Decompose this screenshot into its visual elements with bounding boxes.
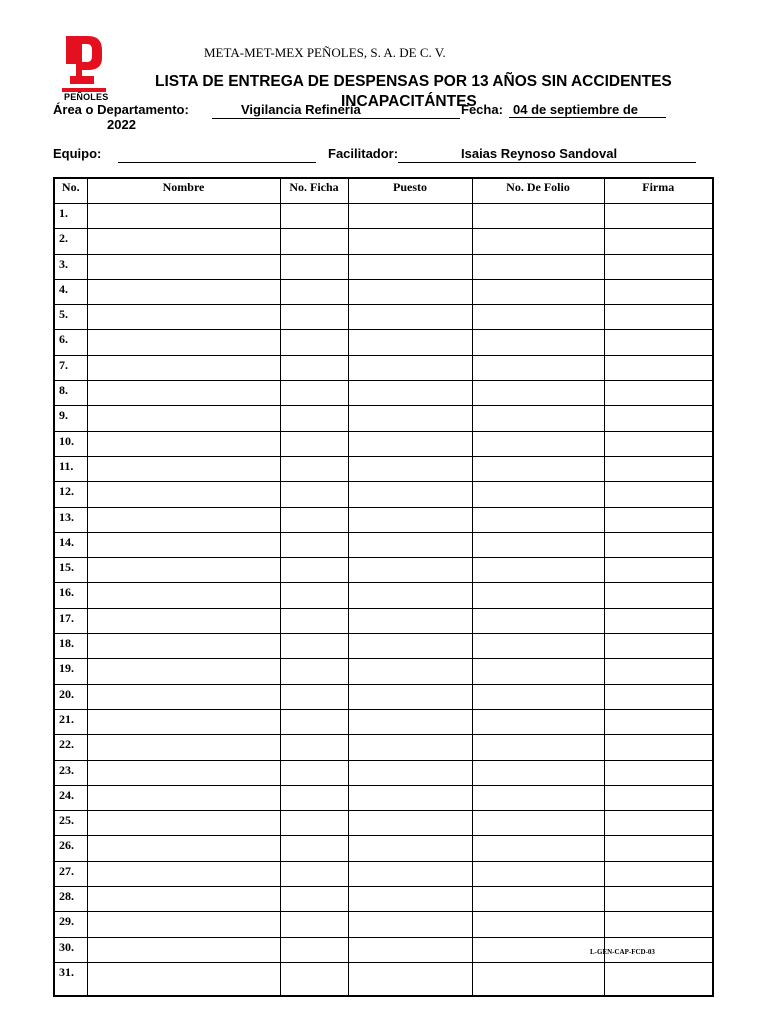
cell-nombre[interactable]: [87, 583, 280, 608]
cell-folio[interactable]: [472, 962, 604, 996]
cell-firma[interactable]: [604, 735, 713, 760]
cell-ficha[interactable]: [280, 887, 348, 912]
cell-ficha[interactable]: [280, 634, 348, 659]
cell-ficha[interactable]: [280, 456, 348, 481]
cell-ficha[interactable]: [280, 406, 348, 431]
cell-puesto[interactable]: [348, 279, 472, 304]
cell-puesto[interactable]: [348, 204, 472, 229]
table-row: [54, 962, 713, 996]
cell-ficha[interactable]: [280, 811, 348, 836]
cell-ficha[interactable]: [280, 912, 348, 937]
cell-folio[interactable]: [472, 937, 604, 962]
cell-nombre[interactable]: [87, 558, 280, 583]
cell-ficha[interactable]: [280, 861, 348, 886]
cell-ficha[interactable]: [280, 558, 348, 583]
cell-firma[interactable]: [604, 254, 713, 279]
cell-ficha[interactable]: [280, 962, 348, 996]
cell-folio[interactable]: [472, 811, 604, 836]
row-number: 16.: [54, 583, 87, 608]
cell-folio[interactable]: [472, 634, 604, 659]
cell-ficha[interactable]: [280, 735, 348, 760]
cell-ficha[interactable]: [280, 482, 348, 507]
cell-firma[interactable]: [604, 532, 713, 557]
company-name: META-MET-MEX PEÑOLES, S. A. DE C. V.: [204, 45, 446, 60]
cell-puesto[interactable]: [348, 962, 472, 996]
row-number: 13.: [54, 507, 87, 532]
cell-nombre[interactable]: [87, 836, 280, 861]
table-header-row: [54, 178, 713, 204]
cell-nombre[interactable]: [87, 634, 280, 659]
cell-folio[interactable]: [472, 912, 604, 937]
cell-firma[interactable]: [604, 659, 713, 684]
cell-folio[interactable]: [472, 254, 604, 279]
cell-nombre[interactable]: [87, 709, 280, 734]
cell-firma[interactable]: [604, 836, 713, 861]
cell-puesto[interactable]: [348, 887, 472, 912]
table-body: [54, 204, 713, 996]
document-title-continued: INCAPACITÁNTES: [341, 93, 477, 110]
cell-firma[interactable]: [604, 431, 713, 456]
row-number: 24.: [54, 785, 87, 810]
logo-text: PEÑOLES: [64, 92, 109, 102]
table-row: [54, 760, 713, 785]
cell-ficha[interactable]: [280, 254, 348, 279]
cell-nombre[interactable]: [87, 204, 280, 229]
cell-firma[interactable]: [604, 558, 713, 583]
cell-firma[interactable]: [604, 785, 713, 810]
cell-folio[interactable]: [472, 507, 604, 532]
row-number: 11.: [54, 456, 87, 481]
cell-firma[interactable]: [604, 709, 713, 734]
cell-nombre[interactable]: [87, 937, 280, 962]
cell-firma[interactable]: [604, 608, 713, 633]
cell-firma[interactable]: [604, 305, 713, 330]
cell-firma[interactable]: [604, 634, 713, 659]
penoles-logo-icon: [60, 36, 108, 100]
header-puesto: Puesto: [348, 178, 472, 204]
cell-puesto[interactable]: [348, 456, 472, 481]
cell-ficha[interactable]: [280, 532, 348, 557]
area-label: Área o Departamento:: [53, 102, 189, 117]
table-row: [54, 811, 713, 836]
cell-folio[interactable]: [472, 887, 604, 912]
cell-puesto[interactable]: [348, 507, 472, 532]
cell-folio[interactable]: [472, 229, 604, 254]
cell-puesto[interactable]: [348, 735, 472, 760]
cell-ficha[interactable]: [280, 204, 348, 229]
cell-puesto[interactable]: [348, 558, 472, 583]
cell-nombre[interactable]: [87, 406, 280, 431]
facilitador-underline: [398, 162, 696, 163]
cell-firma[interactable]: [604, 760, 713, 785]
cell-puesto[interactable]: [348, 608, 472, 633]
cell-folio[interactable]: [472, 406, 604, 431]
row-number: 26.: [54, 836, 87, 861]
table-row: [54, 355, 713, 380]
cell-nombre[interactable]: [87, 456, 280, 481]
table-row: [54, 456, 713, 481]
cell-folio[interactable]: [472, 760, 604, 785]
row-number: 25.: [54, 811, 87, 836]
row-number: 14.: [54, 532, 87, 557]
table-row: [54, 634, 713, 659]
table-row: [54, 305, 713, 330]
table-row: [54, 381, 713, 406]
table-row: [54, 912, 713, 937]
cell-folio[interactable]: [472, 861, 604, 886]
cell-firma[interactable]: [604, 507, 713, 532]
cell-puesto[interactable]: [348, 532, 472, 557]
cell-firma[interactable]: [604, 811, 713, 836]
row-number: 20.: [54, 684, 87, 709]
cell-nombre[interactable]: [87, 381, 280, 406]
table-row: [54, 279, 713, 304]
cell-firma[interactable]: [604, 887, 713, 912]
cell-folio[interactable]: [472, 381, 604, 406]
cell-folio[interactable]: [472, 330, 604, 355]
header-nombre: Nombre: [87, 178, 280, 204]
cell-nombre[interactable]: [87, 912, 280, 937]
cell-ficha[interactable]: [280, 836, 348, 861]
cell-nombre[interactable]: [87, 229, 280, 254]
cell-puesto[interactable]: [348, 912, 472, 937]
cell-folio[interactable]: [472, 836, 604, 861]
row-number: 19.: [54, 659, 87, 684]
cell-firma[interactable]: [604, 204, 713, 229]
cell-nombre[interactable]: [87, 608, 280, 633]
table-row: [54, 836, 713, 861]
cell-nombre[interactable]: [87, 507, 280, 532]
cell-puesto[interactable]: [348, 709, 472, 734]
cell-firma[interactable]: [604, 406, 713, 431]
cell-nombre[interactable]: [87, 431, 280, 456]
cell-folio[interactable]: [472, 735, 604, 760]
cell-ficha[interactable]: [280, 381, 348, 406]
table-row: [54, 659, 713, 684]
equipo-field[interactable]: [118, 162, 316, 163]
cell-folio[interactable]: [472, 355, 604, 380]
table-row: [54, 532, 713, 557]
cell-folio[interactable]: [472, 684, 604, 709]
cell-nombre[interactable]: [87, 305, 280, 330]
cell-folio[interactable]: [472, 583, 604, 608]
cell-nombre[interactable]: [87, 735, 280, 760]
cell-ficha[interactable]: [280, 760, 348, 785]
row-number: 2.: [54, 229, 87, 254]
area-underline: [212, 118, 460, 119]
cell-puesto[interactable]: [348, 659, 472, 684]
cell-ficha[interactable]: [280, 229, 348, 254]
table-row: [54, 330, 713, 355]
cell-ficha[interactable]: [280, 583, 348, 608]
delivery-list-table: [53, 177, 714, 997]
cell-ficha[interactable]: [280, 937, 348, 962]
row-number: 21.: [54, 709, 87, 734]
table-row: [54, 583, 713, 608]
cell-puesto[interactable]: [348, 937, 472, 962]
cell-firma[interactable]: [604, 482, 713, 507]
header-no: No.: [54, 178, 87, 204]
table-row: [54, 254, 713, 279]
cell-firma[interactable]: [604, 861, 713, 886]
row-number: 6.: [54, 330, 87, 355]
equipo-label: Equipo:: [53, 146, 102, 161]
cell-firma[interactable]: [604, 229, 713, 254]
row-number: 5.: [54, 305, 87, 330]
row-number: 17.: [54, 608, 87, 633]
header-firma: Firma: [604, 178, 713, 204]
cell-puesto[interactable]: [348, 785, 472, 810]
cell-firma[interactable]: [604, 330, 713, 355]
row-number: 18.: [54, 634, 87, 659]
cell-nombre[interactable]: [87, 254, 280, 279]
cell-nombre[interactable]: [87, 659, 280, 684]
fecha-field[interactable]: 04 de septiembre de: [513, 102, 638, 117]
cell-ficha[interactable]: [280, 659, 348, 684]
cell-nombre[interactable]: [87, 962, 280, 996]
table-row: [54, 507, 713, 532]
cell-firma[interactable]: [604, 962, 713, 996]
row-number: 9.: [54, 406, 87, 431]
fecha-year: 2022: [107, 117, 136, 132]
cell-folio[interactable]: [472, 204, 604, 229]
header-ficha: No. Ficha: [280, 178, 348, 204]
cell-folio[interactable]: [472, 431, 604, 456]
logo-shape: [66, 36, 102, 84]
table-row: [54, 431, 713, 456]
facilitador-label: Facilitador:: [328, 146, 399, 161]
table-row: [54, 204, 713, 229]
row-number: 1.: [54, 204, 87, 229]
cell-ficha[interactable]: [280, 507, 348, 532]
cell-folio[interactable]: [472, 279, 604, 304]
cell-ficha[interactable]: [280, 431, 348, 456]
cell-puesto[interactable]: [348, 305, 472, 330]
row-number: 3.: [54, 254, 87, 279]
document-title: LISTA DE ENTREGA DE DESPENSAS POR 13 AÑOS SIN ACCIDENTES: [155, 73, 672, 90]
cell-nombre[interactable]: [87, 330, 280, 355]
cell-nombre[interactable]: [87, 887, 280, 912]
cell-ficha[interactable]: [280, 330, 348, 355]
table-row: [54, 406, 713, 431]
cell-ficha[interactable]: [280, 305, 348, 330]
cell-puesto[interactable]: [348, 811, 472, 836]
cell-nombre[interactable]: [87, 861, 280, 886]
header-folio: No. De Folio: [472, 178, 604, 204]
row-number: 4.: [54, 279, 87, 304]
cell-nombre[interactable]: [87, 482, 280, 507]
table-row: [54, 608, 713, 633]
table-row: [54, 785, 713, 810]
row-number: 31.: [54, 962, 87, 996]
row-number: 23.: [54, 760, 87, 785]
table-row: [54, 709, 713, 734]
table-row: [54, 558, 713, 583]
cell-puesto[interactable]: [348, 684, 472, 709]
fecha-underline: [509, 117, 666, 118]
cell-nombre[interactable]: [87, 760, 280, 785]
cell-firma[interactable]: [604, 355, 713, 380]
cell-nombre[interactable]: [87, 811, 280, 836]
cell-ficha[interactable]: [280, 608, 348, 633]
cell-puesto[interactable]: [348, 861, 472, 886]
cell-ficha[interactable]: [280, 684, 348, 709]
cell-puesto[interactable]: [348, 482, 472, 507]
cell-folio[interactable]: [472, 558, 604, 583]
row-number: 28.: [54, 887, 87, 912]
cell-folio[interactable]: [472, 532, 604, 557]
cell-puesto[interactable]: [348, 381, 472, 406]
cell-firma[interactable]: [604, 456, 713, 481]
row-number: 15.: [54, 558, 87, 583]
cell-nombre[interactable]: [87, 355, 280, 380]
cell-firma[interactable]: [604, 381, 713, 406]
cell-firma[interactable]: [604, 279, 713, 304]
cell-puesto[interactable]: [348, 634, 472, 659]
cell-folio[interactable]: [472, 482, 604, 507]
row-number: 8.: [54, 381, 87, 406]
cell-puesto[interactable]: [348, 229, 472, 254]
fecha-label: Fecha:: [461, 102, 503, 117]
cell-ficha[interactable]: [280, 279, 348, 304]
cell-nombre[interactable]: [87, 532, 280, 557]
cell-folio[interactable]: [472, 456, 604, 481]
penoles-logo: [60, 36, 108, 100]
row-number: 12.: [54, 482, 87, 507]
row-number: 10.: [54, 431, 87, 456]
table-row: [54, 861, 713, 886]
cell-ficha[interactable]: [280, 709, 348, 734]
row-number: 22.: [54, 735, 87, 760]
row-number: 7.: [54, 355, 87, 380]
cell-firma[interactable]: [604, 684, 713, 709]
cell-folio[interactable]: [472, 608, 604, 633]
cell-puesto[interactable]: [348, 355, 472, 380]
table-row: [54, 482, 713, 507]
cell-puesto[interactable]: [348, 431, 472, 456]
cell-puesto[interactable]: [348, 406, 472, 431]
cell-puesto[interactable]: [348, 836, 472, 861]
cell-ficha[interactable]: [280, 785, 348, 810]
cell-firma[interactable]: [604, 912, 713, 937]
cell-puesto[interactable]: [348, 330, 472, 355]
table-row: [54, 735, 713, 760]
table-row: [54, 887, 713, 912]
row-number: 27.: [54, 861, 87, 886]
facilitador-field[interactable]: Isaias Reynoso Sandoval: [461, 146, 618, 161]
cell-folio[interactable]: [472, 785, 604, 810]
row-number: 29.: [54, 912, 87, 937]
cell-nombre[interactable]: [87, 785, 280, 810]
cell-puesto[interactable]: [348, 583, 472, 608]
cell-puesto[interactable]: [348, 760, 472, 785]
table-row: [54, 684, 713, 709]
cell-folio[interactable]: [472, 305, 604, 330]
cell-nombre[interactable]: [87, 684, 280, 709]
cell-ficha[interactable]: [280, 355, 348, 380]
area-field[interactable]: Vigilancia Refinería: [241, 102, 361, 117]
document-code: L-GEN-CAP-FCD-03: [590, 948, 655, 956]
cell-firma[interactable]: [604, 583, 713, 608]
cell-nombre[interactable]: [87, 279, 280, 304]
table-row: [54, 229, 713, 254]
cell-folio[interactable]: [472, 659, 604, 684]
row-number: 30.: [54, 937, 87, 962]
cell-folio[interactable]: [472, 709, 604, 734]
cell-puesto[interactable]: [348, 254, 472, 279]
